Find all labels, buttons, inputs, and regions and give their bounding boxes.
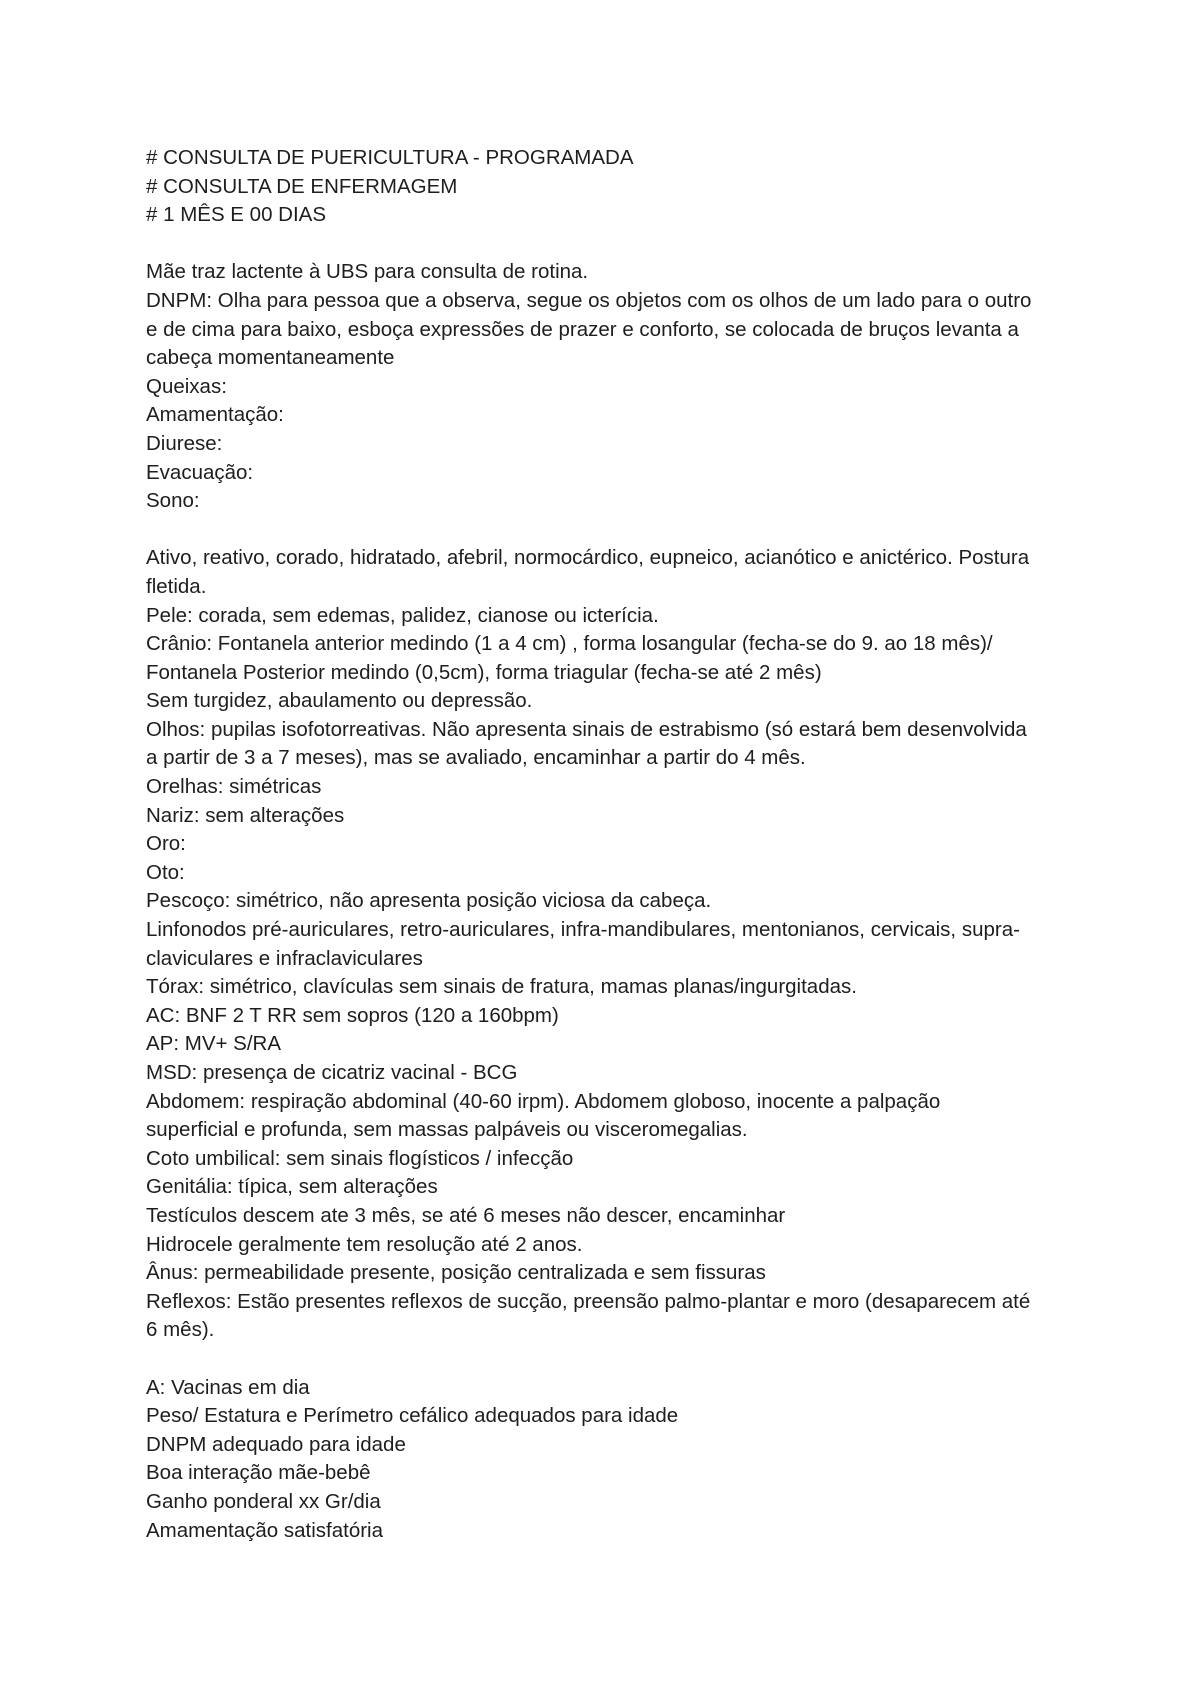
text-line: Ativo, reativo, corado, hidratado, afebril, normocárdico, eupneico, acianótico e anictérico. Postura — [146, 546, 1030, 570]
text-line: Tórax: simétrico, clavículas sem sinais de fratura, mamas planas/ingurgitadas. — [146, 975, 857, 999]
text-line: Diurese: — [146, 431, 223, 455]
text-line: Amamentação: — [146, 403, 284, 427]
text-line: AP: MV+ S/RA — [146, 1032, 282, 1056]
text-line: Orelhas: simétricas — [146, 775, 322, 799]
text-line: Boa interação mãe-bebê — [146, 1461, 371, 1485]
assessment-block — [146, 1374, 1076, 1546]
text-line: Testículos descem ate 3 mês, se até 6 meses não descer, encaminhar — [146, 1203, 786, 1227]
text-line: MSD: presença de cicatriz vacinal - BCG — [146, 1061, 518, 1084]
text-line: Crânio: Fontanela anterior medindo (1 a 4 cm) , forma losangular (fecha-se do 9. ao 18 mês)/ — [146, 632, 993, 656]
text-line: Queixas: — [146, 374, 227, 398]
document-page — [146, 144, 1076, 1545]
text-line: claviculares e infraclaviculares — [146, 946, 423, 970]
text-line: Coto umbilical: sem sinais flogísticos / infecção — [146, 1146, 574, 1170]
heading-idade: # 1 MÊS E 00 DIAS — [146, 203, 327, 227]
paragraph-gap — [146, 516, 1076, 545]
text-line: Peso/ Estatura e Perímetro cefálico adequados para idade — [146, 1404, 679, 1428]
text-line: Ganho ponderal xx Gr/dia — [146, 1489, 381, 1513]
text-line: Sem turgidez, abaulamento ou depressão. — [146, 689, 533, 713]
text-line: Olhos: pupilas isofotorreativas. Não apresenta sinais de estrabismo (só estará bem desenvolvida — [146, 717, 1027, 741]
text-line: Abdomem: respiração abdominal (40-60 irpm). Abdomem globoso, inocente a palpação — [146, 1089, 941, 1113]
text-line: 6 mês). — [146, 1318, 215, 1342]
text-line: A: Vacinas em dia — [146, 1375, 310, 1399]
text-line: a partir de 3 a 7 meses), mas se avaliado, encaminhar a partir do 4 mês. — [146, 746, 806, 770]
text-line: Hidrocele geralmente tem resolução até 2 anos. — [146, 1232, 583, 1256]
text-line: fletida. — [146, 574, 207, 598]
heading-consulta-puericultura: # CONSULTA DE PUERICULTURA - PROGRAMADA — [146, 146, 634, 169]
text-line: cabeça momentaneamente — [146, 346, 395, 370]
text-line: Fontanela Posterior medindo (0,5cm), forma triagular (fecha-se até 2 mês) — [146, 660, 822, 684]
text-line: Sono: — [146, 489, 200, 513]
text-line: Evacuação: — [146, 460, 254, 484]
text-line: Mãe traz lactente à UBS para consulta de rotina. — [146, 260, 589, 284]
text-line: DNPM: Olha para pessoa que a observa, segue os objetos com os olhos de um lado para o outro — [146, 288, 1032, 312]
text-line: Amamentação satisfatória — [146, 1518, 384, 1542]
text-line: Pele: corada, sem edemas, palidez, cianose ou icterícia. — [146, 603, 659, 627]
header-block — [146, 144, 1076, 230]
text-line: Linfonodos pré-auriculares, retro-auriculares, infra-mandibulares, mentonianos, cervicais, supra- — [146, 918, 1020, 942]
objective-block — [146, 544, 1076, 1345]
text-line: Nariz: sem alterações — [146, 803, 345, 827]
heading-consulta-enfermagem: # CONSULTA DE ENFERMAGEM — [146, 174, 458, 198]
text-line: Oto: — [146, 860, 185, 884]
text-line: Genitália: típica, sem alterações — [146, 1175, 438, 1199]
text-line: e de cima para baixo, esboça expressões de prazer e conforto, se colocada de bruços levanta a — [146, 317, 1019, 341]
text-line: superficial e profunda, sem massas palpáveis ou visceromegalias. — [146, 1118, 748, 1142]
text-line: Ânus: permeabilidade presente, posição centralizada e sem fissuras — [146, 1261, 766, 1285]
paragraph-gap — [146, 1345, 1076, 1374]
paragraph-gap — [146, 230, 1076, 259]
text-line: Reflexos: Estão presentes reflexos de sucção, preensão palmo-plantar e moro (desaparecem até — [146, 1289, 1031, 1313]
subjective-block — [146, 258, 1076, 515]
text-line: Oro: — [146, 832, 186, 856]
text-line: DNPM adequado para idade — [146, 1432, 406, 1456]
text-line: Pescoço: simétrico, não apresenta posição viciosa da cabeça. — [146, 889, 712, 913]
text-line: AC: BNF 2 T RR sem sopros (120 a 160bpm) — [146, 1003, 559, 1027]
